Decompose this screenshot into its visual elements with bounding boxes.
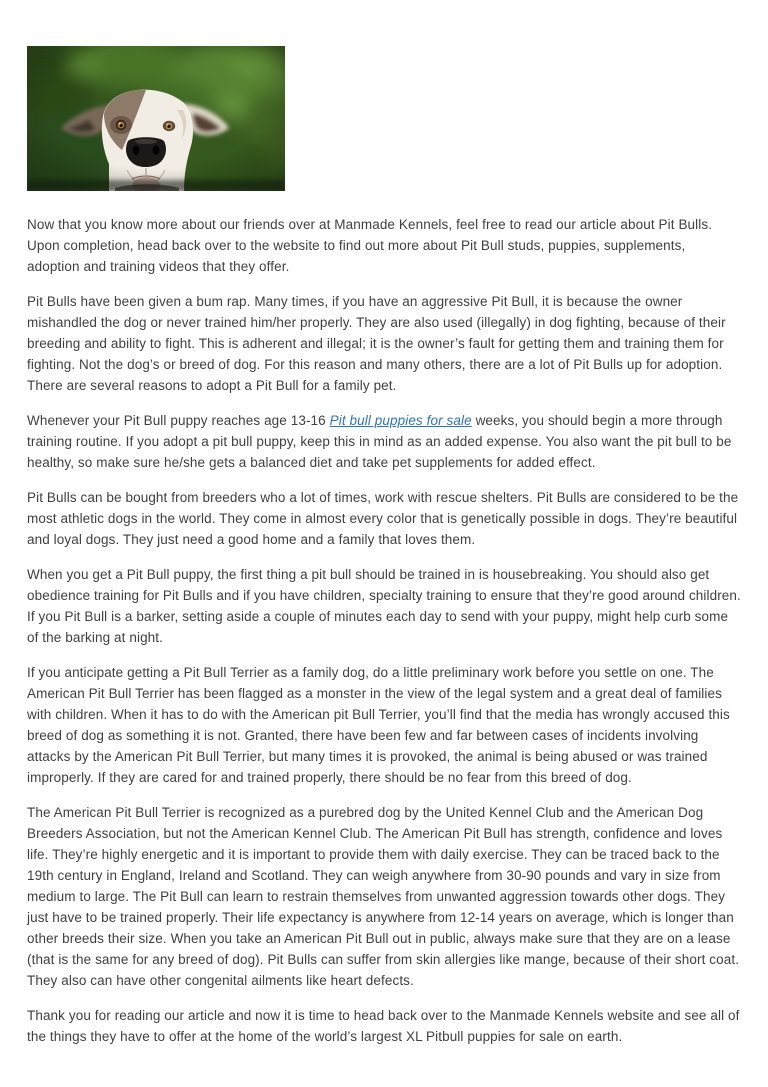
article-body [27, 214, 741, 1047]
paragraph-text-before-link: Whenever your Pit Bull puppy reaches age 13-16 [27, 413, 330, 428]
paragraph-training-age [27, 410, 741, 473]
paragraph-thank-you: Thank you for reading our article and now it is time to head back over to the Manmade Kennels website and see all of the things they have to offer at the home of the world’s largest XL Pitbull puppies for sale on earth. [27, 1008, 740, 1044]
paragraph-breed-facts: The American Pit Bull Terrier is recognized as a purebred dog by the United Kennel Club and the American Dog Breeders Association, but not the American Kennel Club. The American Pit Bull has strength, confidence and loves life. They’re highly energetic and it is important to provide them with daily exercise. They can be traced back to the 19th century in England, Ireland and Scotland. They can weigh anywhere from 30-90 pounds and vary in size from medium to large. The Pit Bull can learn to restrain themselves from unwanted aggression towards other dogs. They just have to be trained properly. Their life expectancy is anywhere from 12-14 years on average, which is longer than other breeds their size. When you take an American Pit Bull out in public, always make sure that they are on a lease (that is the same for any breed of dog). Pit Bulls can suffer from skin allergies like mange, because of their short coat. They also can have other congenital ailments like heart defects. [27, 805, 740, 988]
dog-photo-graphic [27, 46, 285, 191]
paragraph-housebreaking: When you get a Pit Bull puppy, the first thing a pit bull should be trained in is housebreaking. You should also get obedience training for Pit Bulls and if you have children, specialty training to ensure that they’re good around children. If you Pit Bull is a barker, setting aside a couple of minutes each day to send with your puppy, might help curb some of the barking at night. [27, 567, 741, 645]
pit-bull-puppies-for-sale-link[interactable]: Pit bull puppies for sale [329, 413, 472, 428]
hero-dog-image [27, 46, 285, 191]
paragraph-breeders: Pit Bulls can be bought from breeders who a lot of times, work with rescue shelters. Pit Bulls are considered to be the most athletic dogs in the world. They come in almost every color that is genetically possible in dogs. They’re beautiful and loyal dogs. They just need a good home and a family that loves them. [27, 490, 739, 547]
paragraph-family-dog: If you anticipate getting a Pit Bull Terrier as a family dog, do a little preliminary work before you settle on one. The American Pit Bull Terrier has been flagged as a monster in the view of the legal system and a great deal of families with children. When it has to do with the American pit Bull Terrier, you’ll find that the media has wrongly accused this breed of dog as something it is not. Granted, there have been few and far between cases of incidents involving attacks by the American Pit Bull Terrier, but many times it is provoked, the animal is being abused or was trained improperly. If they are cared for and trained properly, there should be no fear from this breed of dog. [27, 665, 730, 785]
paragraph-bum-rap: Pit Bulls have been given a bum rap. Many times, if you have an aggressive Pit Bull, it is because the owner mishandled the dog or never trained him/her properly. They are also used (illegally) in dog fighting, because of their breeding and ability to fight. This is adherent and illegal; it is the owner’s fault for getting them and training them for fighting. Not the dog’s or breed of dog. For this reason and many others, there are a lot of Pit Bulls up for adoption. There are several reasons to adopt a Pit Bull for a family pet. [27, 294, 726, 393]
paragraph-intro: Now that you know more about our friends over at Manmade Kennels, feel free to read our article about Pit Bulls. Upon completion, head back over to the website to find out more about Pit Bull studs, puppies, supplements, adoption and training videos that they offer. [27, 217, 713, 274]
paragraph-text-after-link: weeks, you should begin a more through training routine. If you adopt a pit bull puppy, keep this in mind as an added expense. You also want the pit bull to be healthy, so make sure he/she gets a balanced diet and take pet supplements for added effect. [27, 413, 732, 470]
